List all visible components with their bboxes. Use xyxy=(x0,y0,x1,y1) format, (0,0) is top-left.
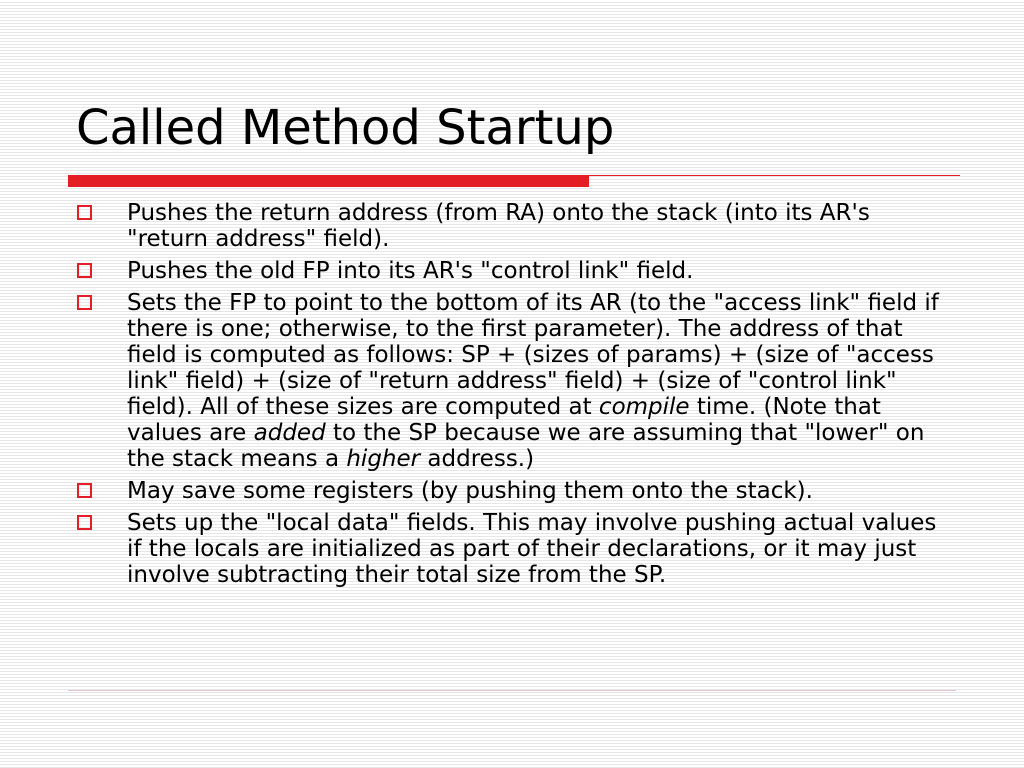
bullet-text-segment: time. (Note that values are xyxy=(127,394,881,446)
hollow-square-icon xyxy=(77,263,92,278)
bullet-text-segment: Pushes the return address (from RA) onto the stack (into its AR's "return address" field). xyxy=(127,200,870,252)
bullet-item xyxy=(76,478,956,504)
hollow-square-icon xyxy=(77,483,92,498)
bullet-text-emphasis: added xyxy=(253,420,326,446)
bullet-text-emphasis: compile xyxy=(598,394,690,420)
hollow-square-icon xyxy=(77,515,92,530)
bullet-text xyxy=(127,258,693,284)
bullet-item xyxy=(76,258,956,284)
hollow-square-icon xyxy=(77,205,92,220)
bullet-text-segment: to the SP because we are assuming that "lower" on the stack means a xyxy=(127,420,925,472)
title-underline-thick xyxy=(68,175,589,187)
bullet-text-segment: address.) xyxy=(420,446,535,472)
hollow-square-icon xyxy=(77,295,92,310)
title-underline-thin xyxy=(589,175,960,176)
bullet-text xyxy=(127,510,936,588)
bullet-text-segment: May save some registers (by pushing them onto the stack). xyxy=(127,478,813,504)
bullet-text xyxy=(127,200,870,252)
bullet-item xyxy=(76,200,956,252)
bullet-text xyxy=(127,478,813,504)
bullet-text-emphasis: higher xyxy=(346,446,421,472)
footer-divider xyxy=(68,690,956,691)
bullet-text-segment: Pushes the old FP into its AR's "control link" field. xyxy=(127,258,694,284)
bullet-text-segment: Sets up the "local data" fields. This may involve pushing actual values if the locals are initialized as part of their declarations, or it may just involve subtracting their total size from the SP. xyxy=(127,510,937,588)
bullet-text xyxy=(127,290,939,472)
slide-title: Called Method Startup xyxy=(76,100,615,156)
bullet-item xyxy=(76,290,956,472)
bullet-list xyxy=(76,200,956,594)
bullet-item xyxy=(76,510,956,588)
bullet-text-segment: Sets the FP to point to the bottom of its AR (to the "access link" field if there is one; otherwise, to the first parameter). The address of that field is computed as follows: SP + (sizes of params) + (size of "access link" field) + (size of "return address" field) + (size of "control link" field). All of these sizes are computed at xyxy=(127,290,939,420)
